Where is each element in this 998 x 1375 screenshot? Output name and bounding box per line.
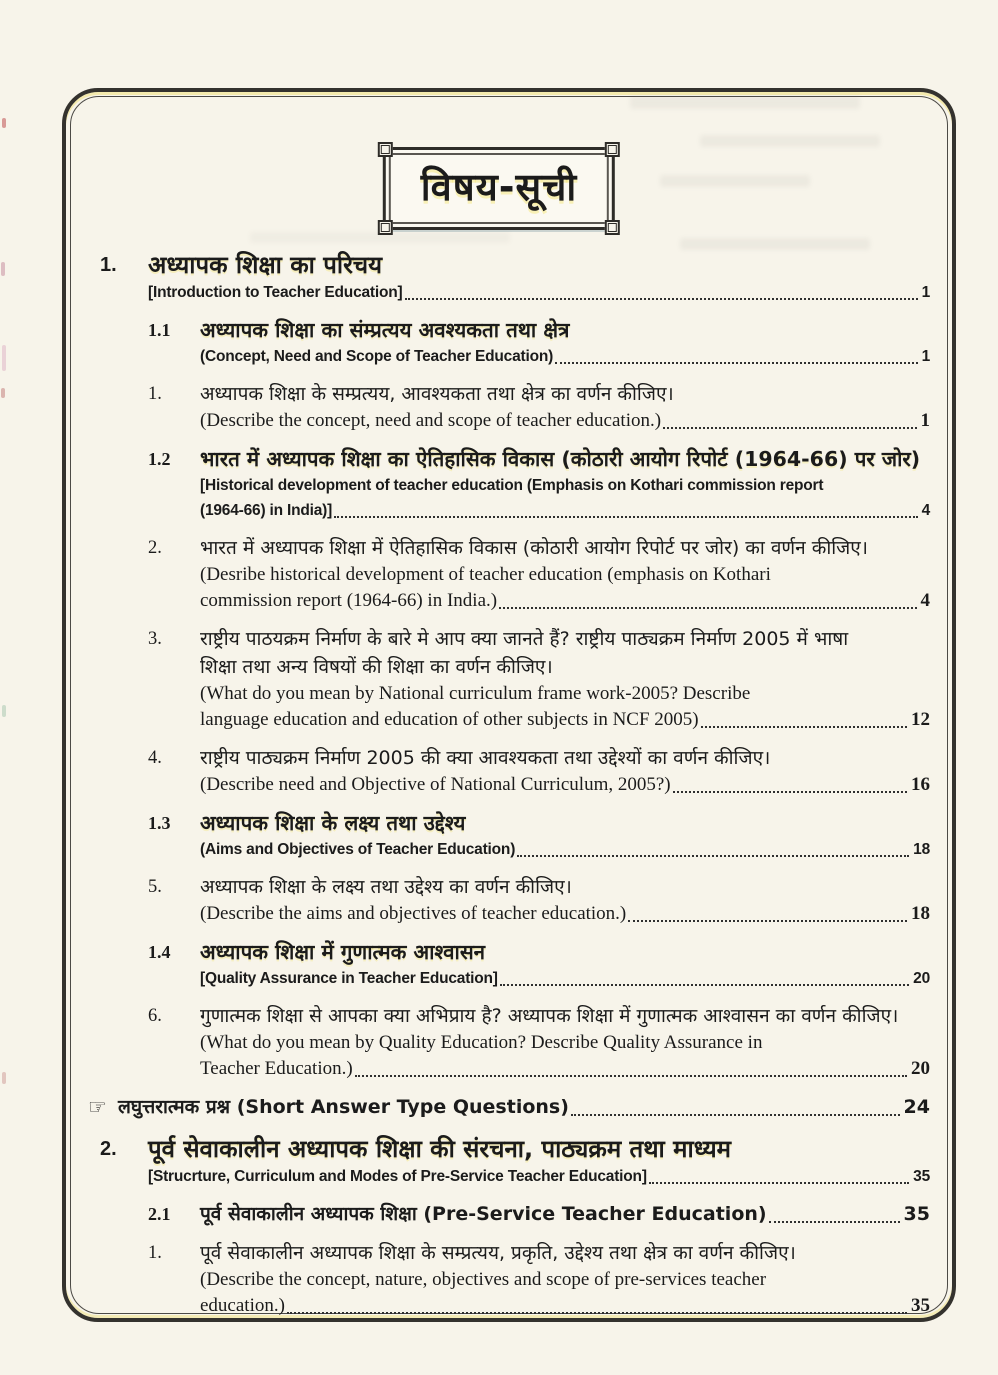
dot-leader — [517, 855, 909, 857]
title-box-inner — [389, 153, 609, 224]
toc-sub-1-2 — [148, 445, 930, 523]
english-question-line: (Describe need and Objective of National Curriculum, 2005?) — [200, 774, 671, 795]
entry-number: 1.2 — [148, 449, 171, 469]
scan-artifact — [2, 1072, 6, 1084]
hindi-question-line: गुणात्मक शिक्षा से आपका क्या अभिप्राय है? अध्यापक शिक्षा में गुणात्मक आश्वासन का वर्णन कीजिए। — [200, 1005, 899, 1027]
hindi-title-line: पूर्व सेवाकालीन अध्यापक शिक्षा की संरचना, पाठ्यक्रम तथा माध्यम — [148, 1135, 731, 1163]
page-number: 35 — [913, 1168, 930, 1185]
toc-section-1 — [100, 250, 930, 305]
english-leader-row — [148, 280, 930, 305]
english-question-line: (Describe the aims and objectives of teacher education.) — [200, 903, 627, 924]
bleed-through-artifact — [630, 96, 860, 109]
entry-number: 1. — [148, 384, 162, 404]
page-number: 24 — [903, 1096, 930, 1118]
hindi-question-line: अध्यापक शिक्षा के सम्प्रत्यय, आवश्यकता तथा क्षेत्र का वर्णन कीजिए। — [200, 383, 674, 405]
toc-sub-2-1 — [148, 1200, 930, 1228]
english-question-line: (Describe the concept, nature, objectives and scope of pre-services teacher — [200, 1269, 767, 1290]
dot-leader — [769, 1221, 900, 1223]
dot-leader — [701, 726, 907, 728]
hindi-question-line: अध्यापक शिक्षा के लक्ष्य तथा उद्देश्य का वर्णन कीजिए। — [200, 876, 572, 898]
dot-leader — [673, 791, 907, 793]
hindi-question-line: शिक्षा तथा अन्य विषयों की शिक्षा का वर्णन कीजिए। — [200, 656, 553, 678]
title-box-corner-ornament — [378, 142, 393, 157]
dot-leader — [663, 427, 916, 429]
dot-leader — [334, 516, 917, 518]
title-box — [383, 147, 615, 230]
english-question-line: (Describe the concept, need and scope of teacher education.) — [200, 410, 662, 431]
english-leader-row — [200, 588, 930, 614]
entry-number: 1. — [100, 254, 117, 276]
mixed-title-leader-row — [200, 1200, 930, 1228]
english-leader-row — [200, 837, 930, 862]
english-leader-row — [200, 1293, 930, 1319]
english-leader-row — [200, 408, 930, 434]
scan-artifact — [2, 345, 6, 371]
dot-leader — [405, 298, 918, 300]
english-question-line: (Desribe historical development of teacher education (emphasis on Kothari — [200, 564, 771, 585]
hindi-question-line: राष्ट्रीय पाठ्यक्रम निर्माण 2005 की क्या आवश्यकता तथा उद्देश्यों का वर्णन कीजिए। — [200, 747, 771, 769]
toc-q4 — [148, 744, 930, 798]
page-number: 1 — [920, 410, 930, 431]
toc-q5 — [148, 873, 930, 927]
entry-number: 1.1 — [148, 320, 171, 340]
dot-leader — [355, 1075, 907, 1077]
hindi-question-line: राष्ट्रीय पाठयक्रम निर्माण के बारे मे आप क्या जानते हैं? राष्ट्रीय पाठ्यक्रम निर्माण 2005 में भाषा — [200, 628, 849, 650]
hindi-title-line: अध्यापक शिक्षा में गुणात्मक आश्वासन — [200, 940, 486, 964]
toc-section-2 — [100, 1134, 930, 1189]
english-title-line: (Concept, Need and Scope of Teacher Education) — [200, 348, 554, 365]
english-title-line: [Historical development of teacher education (Emphasis on Kothari commission report — [200, 477, 824, 494]
toc-q3 — [148, 625, 930, 733]
english-title-line: (Aims and Objectives of Teacher Education) — [200, 841, 516, 858]
mixed-title-line: पूर्व सेवाकालीन अध्यापक शिक्षा (Pre-Service Teacher Education) — [200, 1203, 767, 1225]
entry-number: 4. — [148, 748, 162, 768]
english-leader-row — [148, 1164, 930, 1189]
hindi-title-line: अध्यापक शिक्षा के लक्ष्य तथा उद्देश्य — [200, 811, 466, 835]
toc-sub-1-3 — [148, 809, 930, 862]
bleed-through-artifact — [700, 135, 880, 147]
english-title-line: [Quality Assurance in Teacher Education] — [200, 970, 498, 987]
dot-leader — [287, 1312, 907, 1314]
page-title: विषय-सूची — [420, 165, 578, 209]
title-box-corner-ornament — [605, 220, 620, 235]
entry-number: 6. — [148, 1006, 162, 1026]
toc-q6 — [148, 1002, 930, 1082]
entry-number: 2. — [100, 1138, 117, 1160]
title-box-corner-ornament — [605, 142, 620, 157]
page-number: 20 — [913, 970, 930, 987]
entry-number: 1.3 — [148, 813, 171, 833]
dot-leader — [500, 984, 909, 986]
dot-leader — [555, 362, 917, 364]
english-leader-row — [200, 901, 930, 927]
hindi-title-line: अध्यापक शिक्षा का संम्प्रत्यय अवश्यकता तथा क्षेत्र — [200, 318, 570, 342]
page-number: 4 — [920, 590, 930, 611]
bleed-through-artifact — [660, 175, 810, 187]
page-number: 20 — [911, 1058, 930, 1079]
page-number: 35 — [903, 1203, 930, 1225]
toc-sub-1-1 — [148, 316, 930, 369]
english-question-line: (What do you mean by National curriculum frame work-2005? Describe — [200, 683, 751, 704]
english-question-line: language education and education of other subjects in NCF 2005) — [200, 709, 699, 730]
page-number: 16 — [911, 774, 930, 795]
dot-leader — [499, 607, 916, 609]
dot-leader — [649, 1182, 909, 1184]
page-number: 1 — [921, 284, 930, 301]
entry-number: 1. — [148, 1243, 162, 1263]
scan-artifact — [2, 705, 6, 717]
toc-q1-sec2 — [148, 1239, 930, 1319]
dot-leader — [628, 920, 907, 922]
hindi-title-line: अध्यापक शिक्षा का परिचय — [148, 251, 383, 279]
english-leader-row — [200, 1056, 930, 1082]
page-number: 18 — [911, 903, 930, 924]
bleed-through-artifact — [680, 238, 870, 250]
entry-number: 3. — [148, 629, 162, 649]
english-question-line: education.) — [200, 1295, 285, 1316]
entry-number: 5. — [148, 877, 162, 897]
dot-leader — [571, 1114, 900, 1116]
scan-artifact — [2, 118, 6, 128]
short-answer-leader-row — [118, 1093, 930, 1121]
english-title-line: [Introduction to Teacher Education] — [148, 284, 403, 301]
english-question-line: (What do you mean by Quality Education? Describe Quality Assurance in — [200, 1032, 763, 1053]
english-title-line: (1964-66) in India)] — [200, 502, 333, 519]
english-leader-row — [200, 344, 930, 369]
english-question-line: Teacher Education.) — [200, 1058, 353, 1079]
page-number: 12 — [911, 709, 930, 730]
toc-sub-1-4 — [148, 938, 930, 991]
table-of-contents — [88, 250, 930, 1330]
title-box-corner-ornament — [378, 220, 393, 235]
page-number: 1 — [921, 348, 930, 365]
english-leader-row — [200, 707, 930, 733]
toc-q1 — [148, 380, 930, 434]
page-number: 4 — [921, 502, 930, 519]
hindi-question-line: भारत में अध्यापक शिक्षा में ऐतिहासिक विकास (कोठारी आयोग रिपोर्ट पर जोर) का वर्णन कीजिए। — [200, 537, 868, 559]
scan-artifact — [1, 388, 5, 398]
hindi-question-line: पूर्व सेवाकालीन अध्यापक शिक्षा के सम्प्रत्यय, प्रकृति, उद्देश्य तथा क्षेत्र का वर्णन कीजिए। — [200, 1242, 796, 1264]
scan-artifact — [1, 262, 5, 276]
hindi-title-line: भारत में अध्यापक शिक्षा का ऐतिहासिक विकास (कोठारी आयोग रिपोर्ट (1964-66) पर जोर) — [200, 447, 921, 471]
entry-number: 2. — [148, 538, 162, 558]
page-number: 35 — [911, 1295, 930, 1316]
english-question-line: commission report (1964-66) in India.) — [200, 590, 498, 611]
page-number: 18 — [913, 841, 930, 858]
english-leader-row — [200, 498, 930, 523]
english-leader-row — [200, 966, 930, 991]
entry-number: 2.1 — [148, 1204, 171, 1224]
english-title-line: [Strucrture, Curriculum and Modes of Pre-Service Teacher Education] — [148, 1168, 647, 1185]
toc-q2 — [148, 534, 930, 614]
entry-number: 1.4 — [148, 942, 171, 962]
english-leader-row — [200, 772, 930, 798]
pointing-hand-icon: ☞ — [88, 1095, 107, 1119]
toc-short-answer — [88, 1093, 930, 1121]
short-answer-label: लघुत्तरात्मक प्रश्न (Short Answer Type Questions) — [118, 1096, 569, 1118]
